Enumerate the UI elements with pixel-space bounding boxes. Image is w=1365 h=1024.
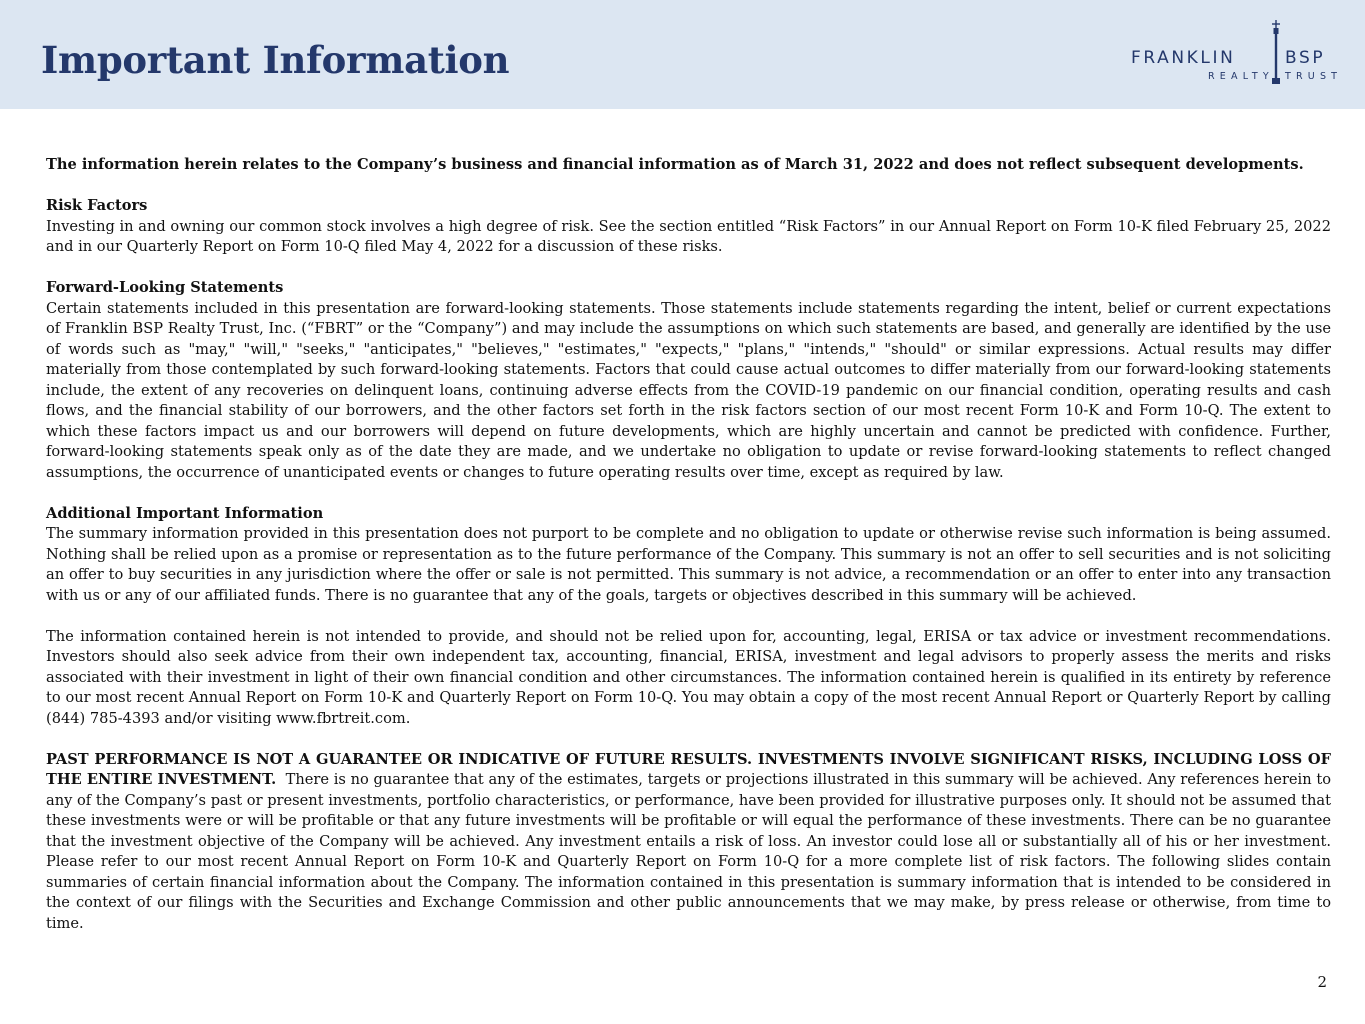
advice-text: The information contained herein is not intended to provide, and should not be relied upon for, accounting, legal, ERISA or tax advice or investment recommendations. Investors should also seek advice from their own independent tax, accounting, financial, ERISA, investment and legal advisors to properly assess the merits and risks associated with their investment in light of their own financial condition and other circumstances. The information contained herein is qualified in its entirety by reference to our most recent Annual Report on Form 10-K and Quarterly Report on Form 10-Q. You may obtain a copy of the most recent Annual Report or Quarterly Report by calling (844) 785-4393 and/or visiting www.fbrtreit.com. [46,627,1331,727]
past-performance-text: There is no guarantee that any of the estimates, targets or projections illustrated in this summary will be achieved. Any references herein to any of the Company’s past or present investments, portfolio characteristics, or performance, have been provided for illustrative purposes only. It should not be assumed that these investments were or will be profitable or that any future investments will be profitable or will equal the performance of these investments. There can be no guarantee that the investment objective of the Company will be achieved. Any investment entails a risk of loss. An investor could lose all or substantially all of his or her investment. Please refer to our most recent Annual Report on Form 10-K and Quarterly Report on Form 10-Q for a more complete list of risk factors. The following slides contain summaries of certain financial information about the Company. The information contained in this presentation is summary information that is intended to be considered in the context of our filings with the Securities and Exchange Commission and other public announcements that we may make, by press release or otherwise, from time to time. [46,771,1331,932]
header-band [0,0,1365,109]
logo-wordmark-franklin: FRANKLIN [1131,48,1236,68]
forward-looking-text: Certain statements included in this presentation are forward-looking statements. Those statements include statements regarding the intent, belief or current expectations of Franklin BSP Realty Trust, Inc. (“FBRT” or the “Company”) and may include the assumptions on which such statements are based, and generally are identified by the use of words such as "may," "will," "seeks," "anticipates," "believes," "estimates," "expects," "plans," "intends," "should" or similar expressions. Actual results may differ materially from those contemplated by such forward-looking statements. Factors that could cause actual outcomes to differ materially from our forward-looking statements include, the extent of any recoveries on delinquent loans, continuing adverse effects from the COVID-19 pandemic on our financial condition, operating results and cash flows, and the financial stability of our borrowers, and the other factors set forth in the risk factors section of our most recent Form 10-K and Form 10-Q. The extent to which these factors impact us and our borrowers will depend on future developments, which are highly uncertain and cannot be predicted with confidence. Further, forward-looking statements speak only as of the date they are made, and we undertake no obligation to update or revise forward-looking statements to reflect changed assumptions, the occurrence of unanticipated events or changes to future operating results over time, except as required by law. [46,299,1331,481]
past-performance-warning: PAST PERFORMANCE IS NOT A GUARANTEE OR INDICATIVE OF FUTURE RESULTS. INVESTMENTS INVOLVE SIGNIFICANT RISKS, INCLUDING LOSS OF THE ENTIRE INVESTMENT. [46,750,1331,788]
additional-info-text: The summary information provided in this presentation does not purport to be complete and no obligation to update or otherwise revise such information is being assumed. Nothing shall be relied upon as a promise or representation as to the future performance of the Company. This summary is not an offer to sell securities and is not soliciting an offer to buy securities in any jurisdiction where the offer or sale is not permitted. This summary is not advice, a recommendation or an offer to enter into any transaction with us or any of our affiliated funds. There is no guarantee that any of the goals, targets or objectives described in this summary will be achieved. [46,525,1331,604]
logo-wordmark-realty: REALTY [1208,71,1274,82]
intro-text: The information herein relates to the Company’s business and financial information as of March 31, 2022 and does not reflect subsequent developments. [46,156,1304,173]
risk-factors-text: Investing in and owning our common stock involves a high degree of risk. See the section entitled “Risk Factors” in our Annual Report on Form 10-K filed February 25, 2022 and in our Quarterly Report on Form 10-Q filed May 4, 2022 for a discussion of these risks. [46,217,1331,255]
disclaimer-body [46,155,1331,955]
page-title: Important Information [41,38,510,82]
page-number: 2 [1317,973,1327,991]
risk-factors-section [46,196,1331,258]
logo-wordmark-trust: TRUST [1285,71,1343,82]
risk-factors-heading: Risk Factors [46,197,148,214]
company-logo [1128,18,1350,88]
past-performance-paragraph [46,750,1331,935]
advice-paragraph [46,627,1331,730]
logo-wordmark-bsp: BSP [1285,48,1326,68]
additional-info-heading: Additional Important Information [46,504,324,522]
intro-paragraph [46,155,1331,176]
forward-looking-heading: Forward-Looking Statements [46,279,284,296]
additional-info-section [46,504,1331,607]
forward-looking-section [46,278,1331,483]
